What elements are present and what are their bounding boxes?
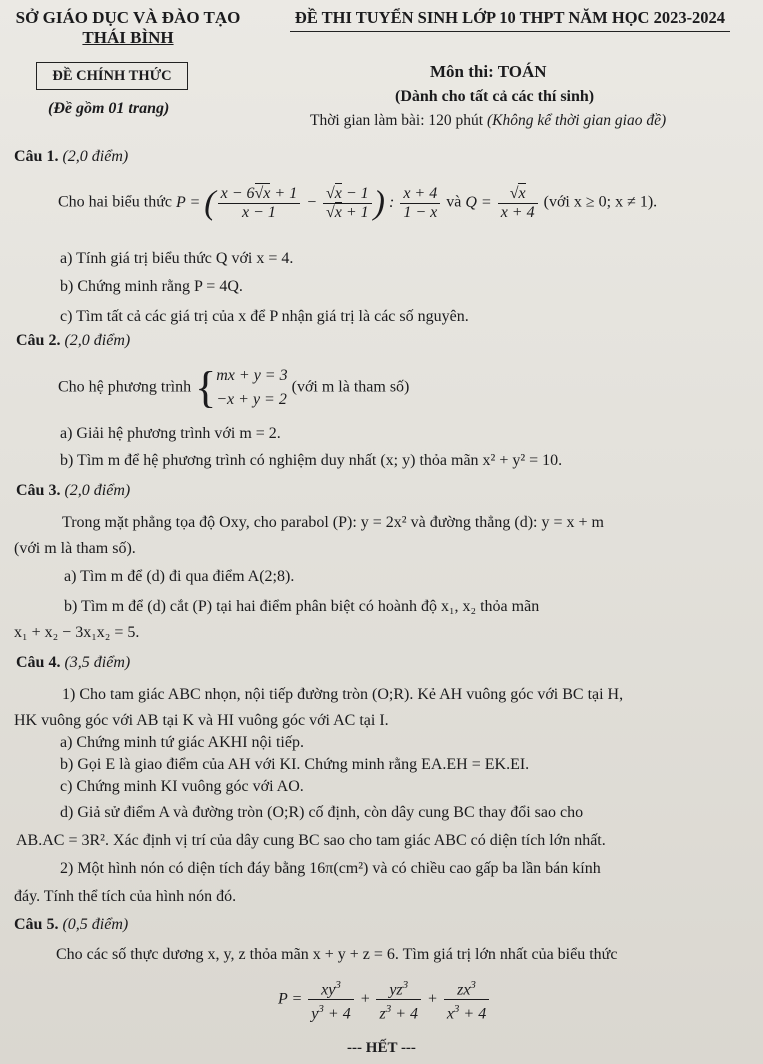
question-3-line2: (với m là tham số). bbox=[14, 540, 136, 557]
question-4-part2-line1: 2) Một hình nón có diện tích đáy bằng 16π(cm²) và có chiều cao gấp ba lần bán kính bbox=[60, 860, 601, 877]
question-1-title: Câu 1. bbox=[14, 148, 59, 165]
department-name: SỞ GIÁO DỤC VÀ ĐÀO TẠO bbox=[15, 8, 241, 27]
question-1-points: (2,0 điểm) bbox=[62, 148, 129, 165]
question-1b: b) Chứng minh rằng P = 4Q. bbox=[60, 278, 243, 295]
question-2-heading bbox=[16, 332, 130, 350]
question-2-param: (với m là tham số) bbox=[291, 378, 410, 396]
question-4-part1-line2: HK vuông góc với AB tại K và HI vuông góc với AC tại I. bbox=[14, 712, 389, 729]
question-2-points: (2,0 điểm) bbox=[64, 332, 131, 349]
question-4-heading bbox=[16, 654, 130, 672]
question-4-part1-line1: 1) Cho tam giác ABC nhọn, nội tiếp đường tròn (O;R). Kẻ AH vuông góc với BC tại H, bbox=[62, 686, 624, 703]
question-1c: c) Tìm tất cả các giá trị của x để P nhận giá trị là các số nguyên. bbox=[60, 308, 469, 325]
question-5-expression: P = $\frac{xy^3}{y^3 + 4}$ + $\frac{yz^3}{z^3 + 4}$ + $\frac{zx^3}{x^3 + 4}$ bbox=[278, 976, 491, 1024]
question-4b: b) Gọi E là giao điểm của AH với KI. Chứng minh rằng EA.EH = EK.EI. bbox=[60, 756, 530, 773]
question-1a: a) Tính giá trị biểu thức Q với x = 4. bbox=[60, 250, 294, 267]
end-marker: --- HẾT --- bbox=[347, 1040, 416, 1056]
exam-title: ĐỀ THI TUYỂN SINH LỚP 10 THPT NĂM HỌC 2023-2024 bbox=[290, 8, 730, 32]
question-5-title: Câu 5. bbox=[14, 916, 59, 933]
question-4d-line2: AB.AC = 3R². Xác định vị trí của dây cung BC sao cho tam giác ABC có diện tích lớn nhất. bbox=[16, 832, 606, 849]
audience-note: (Dành cho tất cả các thí sinh) bbox=[395, 88, 595, 105]
question-4a: a) Chứng minh tứ giác AKHI nội tiếp. bbox=[60, 734, 304, 751]
question-2b: b) Tìm m để hệ phương trình có nghiệm duy nhất (x; y) thỏa mãn x² + y² = 10. bbox=[60, 452, 563, 469]
question-3-line1: Trong mặt phẳng tọa độ Oxy, cho parabol (P): y = 2x² và đường thẳng (d): y = x + m bbox=[62, 514, 604, 531]
question-3-points: (2,0 điểm) bbox=[64, 482, 131, 499]
equation-1: mx + y = 3 bbox=[216, 367, 288, 384]
official-label: ĐỀ CHÍNH THỨC bbox=[36, 62, 188, 90]
question-1-expressions: Cho hai biểu thức P = ( $\frac{x - 6√x + 1}{x - 1}$ − $\frac{√x - 1}{√x + 1}$ ) : $\frac{x + 4}{1 - x}$ và Q = $\frac{√x}{x + 4}$ (với x ≥ 0; x ≠ 1). bbox=[58, 184, 658, 221]
question-3b-line2: x₁ + x₂ − 3x₁x₂ = 5. bbox=[14, 624, 140, 641]
expression-p: P = ( $\frac{x - 6√x + 1}{x - 1}$ − $\frac{√x - 1}{√x + 1}$ ) : $\frac{x + 4}{1 - x}$ bbox=[176, 194, 446, 211]
department-header bbox=[8, 8, 248, 48]
question-1-intro: Cho hai biểu thức bbox=[58, 193, 172, 211]
question-3b-line1: b) Tìm m để (d) cắt (P) tại hai điểm phân biệt có hoành độ x₁, x₂ thỏa mãn bbox=[64, 598, 540, 615]
expression-q: Q = $\frac{√x}{x + 4}$ bbox=[465, 194, 539, 211]
pages-note: (Đề gồm 01 trang) bbox=[48, 100, 170, 117]
question-2a: a) Giải hệ phương trình với m = 2. bbox=[60, 425, 281, 442]
subject-title: Môn thi: TOÁN bbox=[430, 62, 547, 81]
time-limit bbox=[310, 112, 666, 130]
question-2-intro: Cho hệ phương trình bbox=[58, 378, 192, 396]
question-1-condition: (với x ≥ 0; x ≠ 1). bbox=[543, 193, 658, 211]
question-5-heading bbox=[14, 916, 128, 934]
question-2-title: Câu 2. bbox=[16, 332, 61, 349]
question-4-part2-line2: đáy. Tính thể tích của hình nón đó. bbox=[14, 888, 237, 905]
question-5-line1: Cho các số thực dương x, y, z thỏa mãn x + y + z = 6. Tìm giá trị lớn nhất của biểu thức bbox=[56, 946, 618, 963]
question-5-points: (0,5 điểm) bbox=[62, 916, 129, 933]
question-3a: a) Tìm m để (d) đi qua điểm A(2;8). bbox=[64, 568, 295, 585]
question-4-title: Câu 4. bbox=[16, 654, 61, 671]
question-2-system: Cho hệ phương trình { mx + y = 3 −x + y = 2 (với m là tham số) bbox=[58, 363, 410, 412]
time-note: (Không kể thời gian giao đề) bbox=[486, 112, 667, 129]
time-main: Thời gian làm bài: 120 phút bbox=[310, 112, 487, 129]
question-4c: c) Chứng minh KI vuông góc với AO. bbox=[60, 778, 304, 795]
question-3-title: Câu 3. bbox=[16, 482, 61, 499]
question-4-points: (3,5 điểm) bbox=[64, 654, 131, 671]
question-1-heading bbox=[14, 148, 128, 166]
province-name: THÁI BÌNH bbox=[82, 28, 174, 47]
equation-2: −x + y = 2 bbox=[216, 391, 287, 408]
question-4d-line1: d) Giả sử điểm A và đường tròn (O;R) cố định, còn dây cung BC thay đổi sao cho bbox=[60, 804, 584, 821]
question-3-heading bbox=[16, 482, 130, 500]
